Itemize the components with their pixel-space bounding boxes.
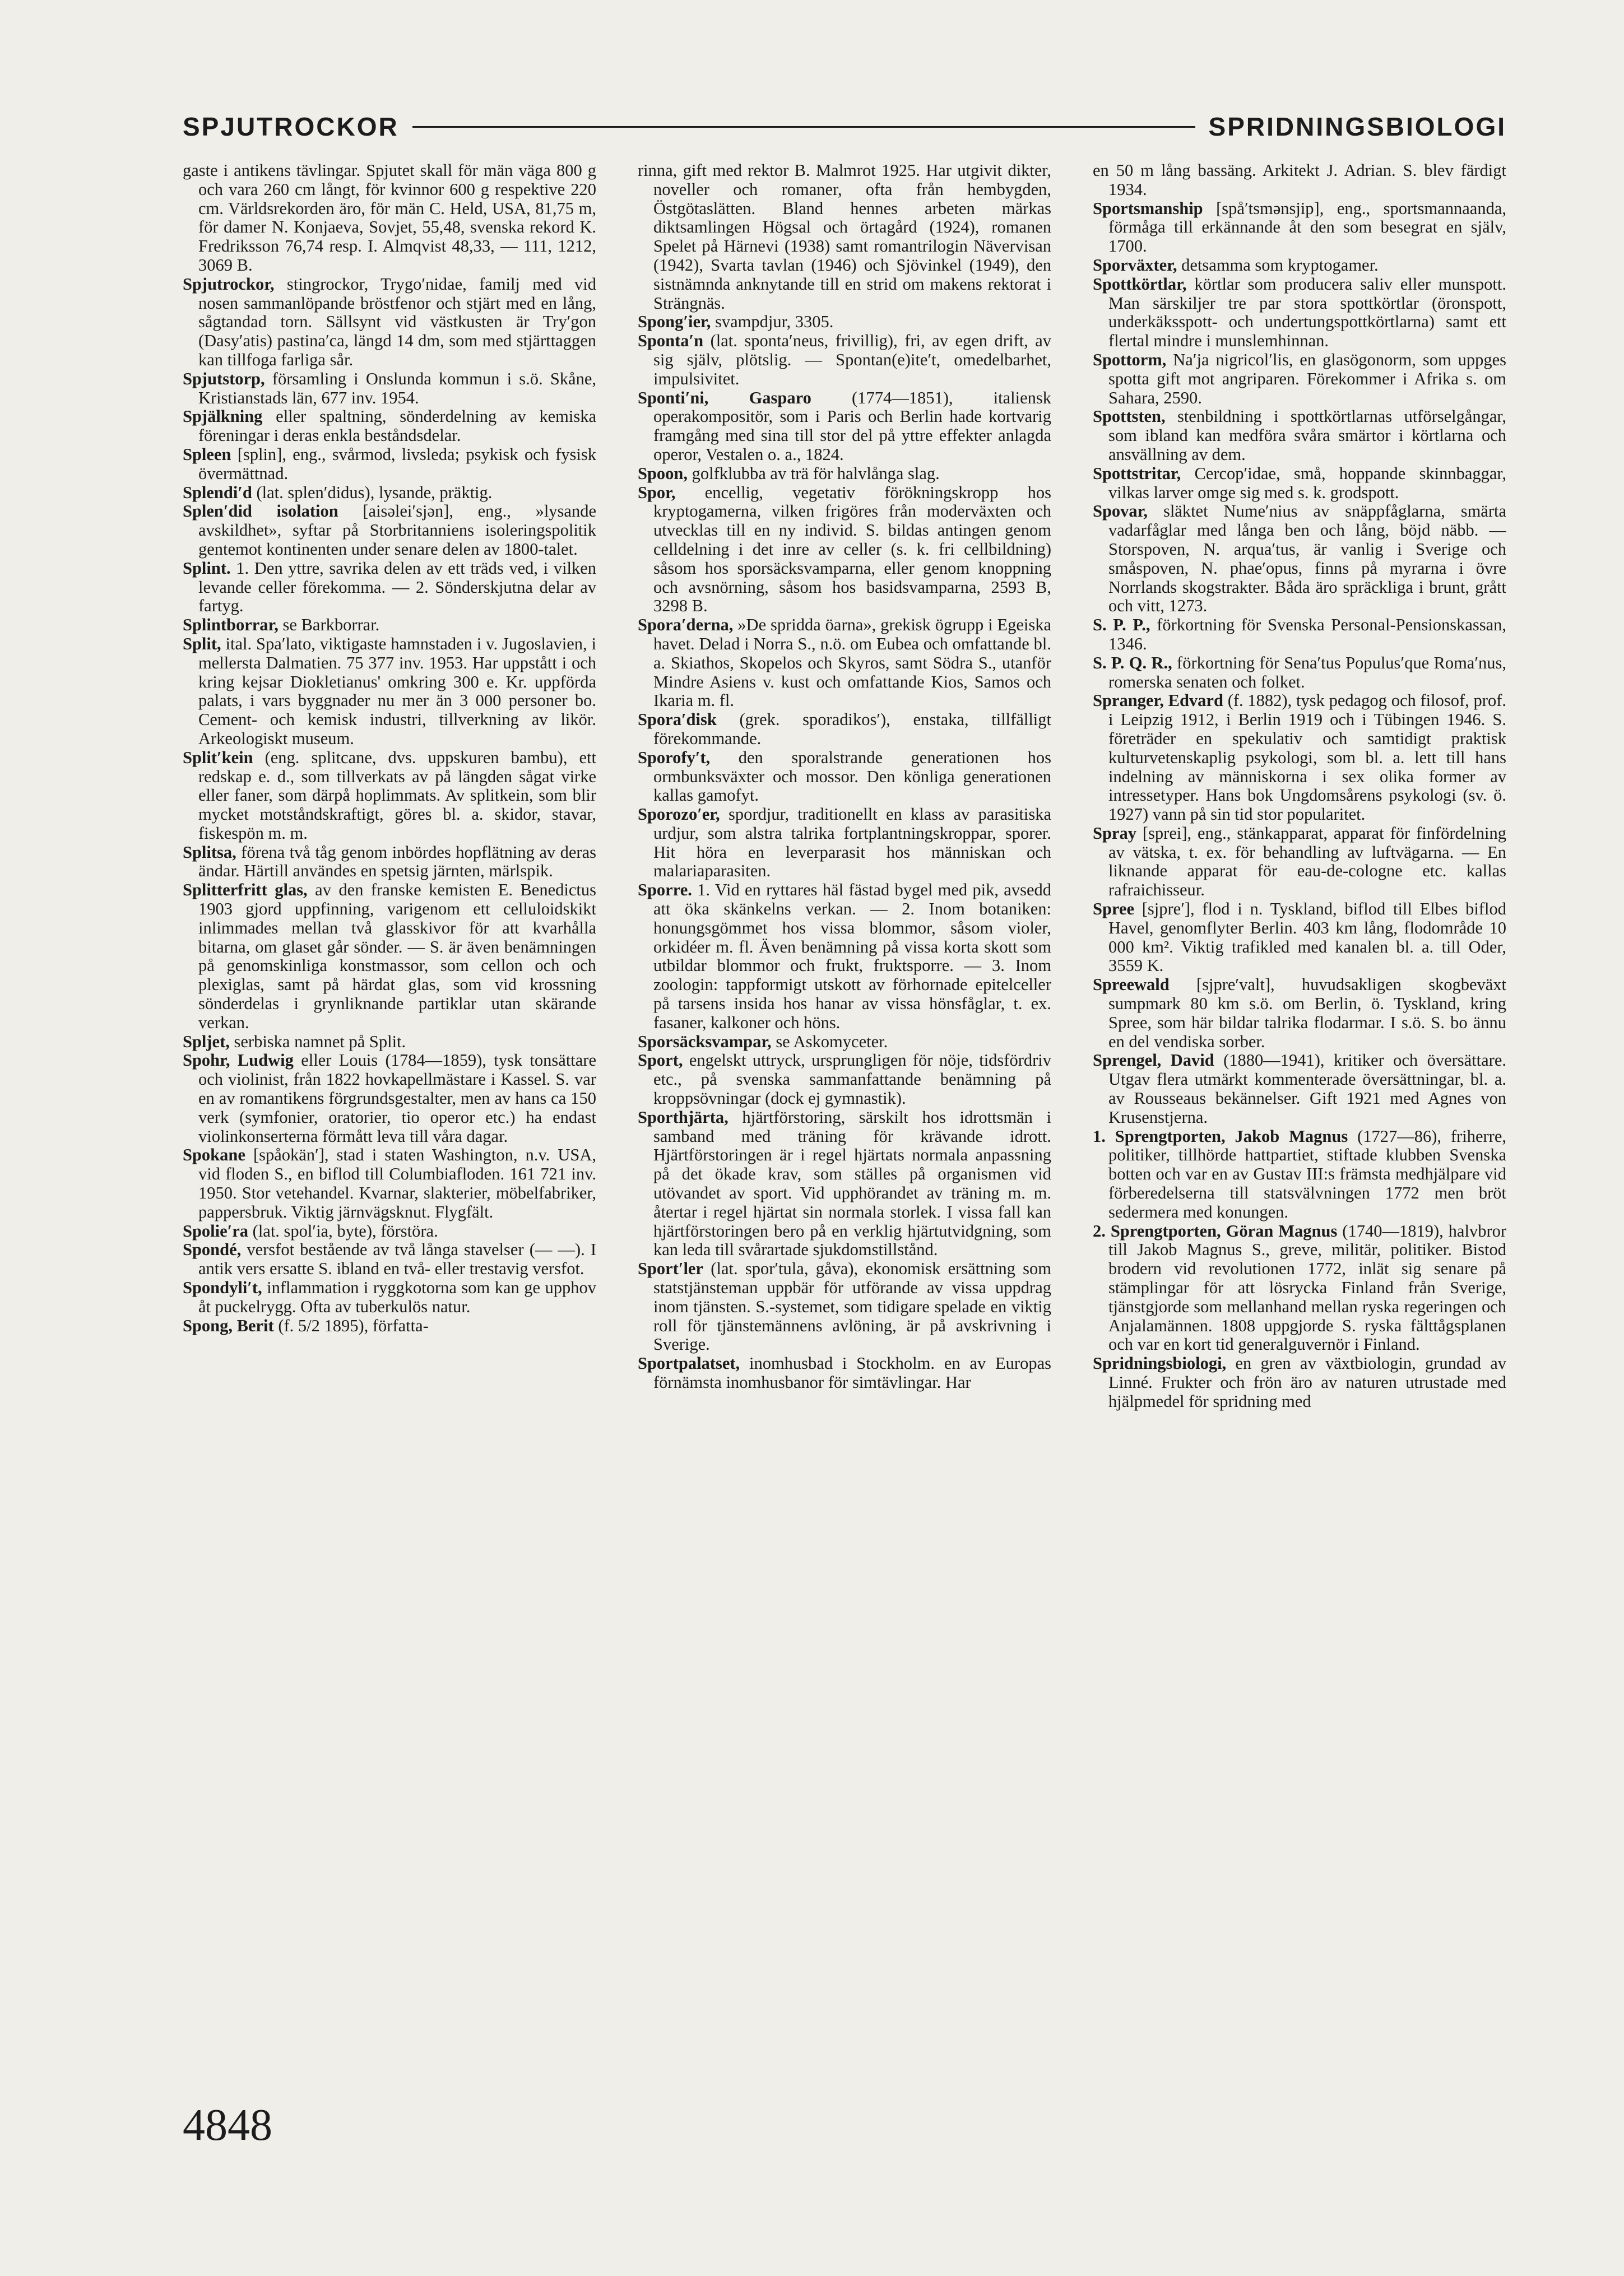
entry-text: (1880—1941), kritiker och översättare. Utgav flera utmärkt kommenterade översättningar, bl. a. av Rousseaus bekännelser. Gift 1921 med Agnes von Krusenstjerna.	[1108, 1051, 1506, 1127]
entry-text: Na′ja nigricol′lis, en glasögonorm, som uppges spotta gift mot angriparen. Förekommer i Afrika s. om Sahara, 2590.	[1108, 350, 1506, 407]
entry-text: förena två tåg genom inbördes hopflätning av deras ändar. Härtill användes en spetsig järnten, märlspik.	[198, 842, 596, 881]
dictionary-entry	[1093, 1354, 1506, 1411]
entry-headword: Sponti′ni, Gasparo	[638, 388, 811, 407]
dictionary-entry	[1093, 976, 1506, 1051]
entry-text: (1740—1819), halvbror till Jakob Magnus S., greve, militär, politiker. Bistod brodern vid revolutionen 1772, inlät sig senare på stämplingar för att lösrycka Finland från Sverige, tjänstgjorde som mellanhand mellan ryska regeringen och Anjalamännen. 1808 uppgjorde S. ryska fälttågsplanen och var en kort tid generalguvernör i Finland.	[1108, 1221, 1506, 1354]
entry-headword: Spranger, Edvard	[1093, 691, 1223, 710]
entry-headword: Spovar,	[1093, 501, 1148, 521]
entry-text: se Askomyceter.	[771, 1032, 888, 1051]
entry-headword: Sport,	[638, 1051, 683, 1070]
entry-text: golfklubba av trä för halvlånga slag.	[688, 463, 940, 483]
dictionary-entry	[183, 749, 596, 843]
header-right-word: SPRIDNINGSBIOLOGI	[1208, 112, 1506, 141]
entry-headword: Splitterfritt glas,	[183, 880, 308, 900]
entry-headword: S. P. Q. R.,	[1093, 653, 1172, 672]
dictionary-entry	[1093, 654, 1506, 692]
entry-headword: Splint.	[183, 558, 231, 578]
entry-text: gaste i antikens tävlingar. Spjutet skall för män väga 800 g och vara 260 cm långt, för kvinnor 600 g respektive 220 cm. Världsrekorden äro, för män C. Held, USA, 81,75 m, för damer N. Konjaeva, Sovjet, 55,48, svenska rekord K. Fredriksson 76,74 resp. I. Almqvist 48,33, — 111, 1212, 3069 B.	[183, 161, 596, 275]
entry-headword: Spray	[1093, 823, 1136, 843]
entry-text: förkortning för Svenska Personal-Pensionskassan, 1346.	[1108, 615, 1506, 653]
dictionary-entry	[1093, 407, 1506, 464]
dictionary-entry	[638, 881, 1051, 1032]
dictionary-entry	[183, 1051, 596, 1146]
entry-text: [sjpre′valt], huvudsakligen skogbeväxt sumpmark 80 km s.ö. om Berlin, ö. Tyskland, kring Spree, som här bildar talrika flodarmar. I s.ö. S. bo ännu en del vendiska sorber.	[1108, 975, 1506, 1051]
dictionary-entry	[638, 389, 1051, 465]
entry-headword: Splintborrar,	[183, 615, 279, 635]
dictionary-entry	[183, 1033, 596, 1052]
dictionary-entry	[638, 1354, 1051, 1392]
entry-headword: Sportsmanship	[1093, 198, 1203, 218]
column-1	[183, 161, 596, 2106]
entry-headword: Spolie′ra	[183, 1221, 249, 1241]
entry-text: stenbildning i spottkörtlarnas utförselgångar, som ibland kan medföra svåra smärtor i körtlarna och ansvällning av dem.	[1108, 407, 1506, 464]
dictionary-entry	[183, 616, 596, 635]
entry-headword: S. P. P.,	[1093, 615, 1150, 635]
column-3	[1093, 161, 1506, 2106]
entry-headword: Spottsten,	[1093, 407, 1166, 426]
dictionary-entry	[183, 1146, 596, 1221]
entry-headword: Spondyli′t,	[183, 1278, 262, 1298]
entry-text: (lat. splen′didus), lysande, präktig.	[252, 482, 493, 502]
entry-headword: Spora′derna,	[638, 615, 734, 635]
dictionary-entry	[638, 616, 1051, 710]
entry-text: eller Louis (1784—1859), tysk tonsättare och violinist, från 1822 hovkapellmästare i Kassel. S. var en av romantikens förgrundsgestalter, men av hans ca 150 verk (symfonier, oratorier, tio operor etc.) ha endast violinkonserterna förmått leva till våra dagar.	[198, 1051, 596, 1146]
entry-headword: Sport′ler	[638, 1259, 703, 1279]
entry-headword: Spjutstorp,	[183, 369, 265, 388]
dictionary-entry	[1093, 256, 1506, 275]
entry-text: versfot bestående av två långa stavelser (— —). I antik vers ersatte S. ibland en två- eller trestavig versfot.	[198, 1240, 596, 1279]
dictionary-entry	[1093, 199, 1506, 256]
entry-headword: 2. Sprengtporten, Göran Magnus	[1093, 1221, 1338, 1241]
entry-text: stingrockor, Trygo′nidae, familj med vid nosen sammanlöpande bröstfenor och stjärt med en lång, sågtandad torn. Sällsynt vid västkusten är Try′gon (Dasy′atis) pastina′ca, längd 14 dm, som med stjärttaggen kan tillfoga farliga sår.	[198, 274, 596, 369]
entry-text: spordjur, traditionellt en klass av parasitiska urdjur, som alstra talrika fortplantningskroppar, sporer. Hit höra en leverparasit hos människan och malariaparasiten.	[653, 805, 1051, 881]
column-2	[638, 161, 1051, 2106]
dictionary-entry	[183, 161, 596, 275]
page-number: 4848	[183, 2101, 272, 2150]
entry-text: (1727—86), friherre, politiker, tillhörde hattpartiet, stiftade klubben Svenska botten och var en av Gustav III:s främsta medhjälpare vid förberedelserna till statsvälvningen 1772 men bröt sedermera med konungen.	[1108, 1126, 1506, 1221]
dictionary-entry	[638, 1033, 1051, 1052]
dictionary-entry	[183, 407, 596, 445]
entry-text: [aisəlei′sjən], eng., »lysande avskildhet», syftar på Storbritanniens isoleringspolitik gentemot kontinenten under senare delen av 1800-talet.	[198, 501, 596, 559]
dictionary-entry	[183, 370, 596, 408]
entry-headword: Spoon,	[638, 463, 688, 483]
entry-text: den sporalstrande generationen hos ormbunksväxter och mossor. Den könliga generationen kallas gamofyt.	[653, 747, 1051, 805]
entry-text: (f. 1882), tysk pedagog och filosof, prof. i Leipzig 1912, i Berlin 1919 och i Tübingen 1946. S. företräder en spekulativ och samtidigt praktisk kulturvetenskaplig psykologi, som bl. a. lett till hans indelning av människorna i sex olika former av intressetyper. Hans bok Ungdomsårens psykologi (sv. ö. 1927) vann på sin tid stor popularitet.	[1108, 691, 1506, 824]
entry-text: (lat. spor′tula, gåva), ekonomisk ersättning som statstjänsteman uppbär för utförande av vissa uppdrag inom tjänsten. S.-systemet, som tidigare spelade en viktig roll för tjänstemännens avlöning, är på avskrivning i Sverige.	[653, 1259, 1051, 1354]
entry-text: inflammation i ryggkotorna som kan ge upphov åt puckelrygg. Ofta av tuberkulös natur.	[198, 1278, 596, 1316]
entry-headword: Spong′ier,	[638, 312, 711, 332]
entry-headword: Spong, Berit	[183, 1316, 274, 1335]
dictionary-entry	[183, 1279, 596, 1317]
entry-text: (f. 5/2 1895), författa-	[273, 1316, 429, 1335]
entry-headword: Sponta′n	[638, 331, 704, 351]
entry-headword: Sporsäcksvampar,	[638, 1032, 772, 1051]
entry-headword: Sprengel, David	[1093, 1051, 1214, 1070]
entry-text: rinna, gift med rektor B. Malmrot 1925. Har utgivit dikter, noveller och romaner, ofta från hembygden, Östgötaslätten. Bland hennes arbeten märkas diktsamlingen Högsal och örtagård (1924), romanen Spelet på Härnevi (1938) samt romantrilogin Nävervisan (1942), Svarta tavlan (1946) och Sjövinkel (1949), den sistnämnda anknytande till en strid om makens rektorat i Strängnäs.	[638, 161, 1051, 313]
entry-text: körtlar som producera saliv eller munspott. Man särskiljer tre par stora spottkörtlar (öronspott, underkäksspott- och undertungspottkörtlarna) samt ett flertal mindre i munslemhinnan.	[1108, 274, 1506, 351]
dictionary-entry	[1093, 616, 1506, 654]
entry-text: [splin], eng., svårmod, livsleda; psykisk och fysisk övermättnad.	[198, 444, 596, 483]
entry-text: släktet Nume′nius av snäppfåglarna, smärta vadarfåglar med långa ben och lång, böjd näbb. — Storspoven, N. arqua′tus, är vanlig i Sverige och småspoven, N. phae′opus, finns på myrarna i övre Norrlands skogstrakter. Båda äro spräckliga i brunt, grått och vitt, 1273.	[1108, 501, 1506, 616]
entry-text: encellig, vegetativ förökningskropp hos kryptogamerna, vilken frigöres från moderväxten och utvecklas till en ny individ. S. bildas antingen genom celldelning i det inre av celler (s. k. fri cellbildning) såsom hos sporsäcksvamparna, eller genom knoppning och avsnörning, såsom hos basidsvamparna, 2593 B, 3298 B.	[653, 482, 1051, 616]
entry-headword: Split′kein	[183, 747, 253, 767]
entry-headword: Spljet,	[183, 1032, 230, 1051]
entry-headword: Spottkörtlar,	[1093, 274, 1187, 294]
entry-headword: Sportpalatset,	[638, 1354, 740, 1373]
entry-headword: Sporofy′t,	[638, 747, 711, 767]
entry-text: hjärtförstoring, särskilt hos idrottsmän i samband med träning för krävande idrott. Hjärtförstoringen är i regel hjärtats normala anpassning på det ökade krav, som ställes på organismen vid utövandet av sport. Vid upphörandet av träning m. m. återtar i regel hjärtat sin normala storlek. I vissa fall kan hjärtförstoringen bero på en verklig hjärtutvidgning, som kan leda till svårartade sjukdomstillstånd.	[653, 1107, 1051, 1260]
entry-text: se Barkborrar.	[278, 615, 380, 635]
dictionary-entry	[183, 502, 596, 559]
entry-text: Cercop′idae, små, hoppande skinnbaggar, vilkas larver omge sig med s. k. grodspott.	[1108, 463, 1506, 502]
entry-text: ital. Spa′lato, viktigaste hamnstaden i v. Jugoslavien, i mellersta Dalmatien. 75 377 inv. 1953. Har uppstått i och kring kejsar Diokletianus' omkring 300 e. Kr. uppförda palats, i vars byggnader nu mer än 3 000 personer bo. Cement- och kemisk industri, tillverkning av likör. Arkeologiskt museum.	[198, 634, 596, 748]
text-columns	[183, 161, 1506, 2106]
dictionary-entry	[1093, 502, 1506, 616]
dictionary-entry	[1093, 1127, 1506, 1222]
dictionary-entry	[183, 843, 596, 881]
entry-text: [sjpre′], flod i n. Tyskland, biflod till Elbes biflod Havel, genomflyter Berlin. 403 km lång, flodområde 10 000 km². Viktig trafikled med kanalen bl. a. till Oder, 3559 K.	[1108, 899, 1506, 976]
entry-headword: Spora′disk	[638, 710, 717, 730]
running-header	[183, 104, 1506, 149]
entry-headword: Spohr, Ludwig	[183, 1051, 294, 1070]
entry-text: (lat. spol′ia, byte), förstöra.	[248, 1221, 438, 1241]
entry-text: församling i Onslunda kommun i s.ö. Skåne, Kristianstads län, 677 inv. 1954.	[198, 369, 596, 407]
header-left-word: SPJUTROCKOR	[183, 112, 399, 141]
entry-text: »De spridda öarna», grekisk ögrupp i Egeiska havet. Delad i Norra S., n.ö. om Eubea och omfattande bl. a. Skiathos, Skopelos och Skyros, samt Södra S., utanför Mindre Asiens v. kust och omfattande Kios, Samos och Ikaria m. fl.	[653, 615, 1051, 710]
entry-headword: Sporthjärta,	[638, 1107, 729, 1127]
entry-headword: Splendi′d	[183, 482, 252, 502]
dictionary-entry	[638, 710, 1051, 749]
entry-text: inomhusbad i Stockholm. en av Europas förnämsta inomhusbanor för simtävlingar. Har	[653, 1354, 1051, 1392]
dictionary-entry	[638, 465, 1051, 484]
entry-headword: Splen′did isolation	[183, 501, 338, 521]
dictionary-entry	[183, 635, 596, 749]
entry-headword: Spokane	[183, 1145, 245, 1165]
dictionary-entry	[1093, 824, 1506, 900]
dictionary-entry	[638, 805, 1051, 881]
dictionary-entry	[638, 1108, 1051, 1260]
dictionary-entry	[638, 749, 1051, 805]
entry-headword: Spjälkning	[183, 407, 263, 426]
entry-text: [sprei], eng., stänkapparat, apparat för finfördelning av vätska, t. ex. för behandling av luftvägarna. — En liknande apparat för eau-de-cologne etc. kallas rafraichisseur.	[1108, 823, 1506, 900]
entry-headword: 1. Sprengtporten, Jakob Magnus	[1093, 1126, 1348, 1146]
dictionary-entry	[183, 445, 596, 484]
dictionary-entry	[183, 1222, 596, 1241]
entry-headword: Spor,	[638, 482, 676, 502]
entry-headword: Spreewald	[1093, 975, 1170, 995]
dictionary-entry	[638, 313, 1051, 332]
dictionary-entry	[1093, 900, 1506, 976]
entry-text: 1. Den yttre, savrika delen av ett träds ved, i vilken levande celler förekomma. — 2. Sönderskjutna delar av fartyg.	[198, 558, 596, 616]
entry-text: svampdjur, 3305.	[711, 312, 834, 332]
entry-headword: Splitsa,	[183, 842, 236, 862]
entry-headword: Split,	[183, 634, 221, 653]
dictionary-entry	[183, 484, 596, 503]
entry-text: förkortning för Sena′tus Populus′que Roma′nus, romerska senaten och folket.	[1108, 653, 1506, 691]
entry-headword: Spondé,	[183, 1240, 242, 1260]
dictionary-entry	[1093, 1222, 1506, 1355]
entry-text: av den franske kemisten E. Benedictus 1903 gjord uppfinning, varigenom ett celluloidskikt inlimmades mellan två glasskivor för att kvarhålla bitarna, om glaset går sönder. — S. är även benämningen på genomskinliga konstmassor, som cellon och och plexiglas, samt på härdat glas, som vid krossning sönderdelas i grynliknande partiklar utan skärande verkan.	[198, 880, 596, 1032]
dictionary-entry	[183, 559, 596, 616]
entry-text: 1. Vid en ryttares häl fästad bygel med pik, avsedd att öka skänkelns verkan. — 2. Inom botaniken: honungsgömmet hos vissa blommor, såsom violer, orkidéer m. fl. Även benämning på vissa korta skott som utbildar blommor och frukt, fruktsporre. — 3. Inom zoologin: tappformigt utskott av förhornade epitelceller på tarsens insida hos hanar av vissa hönsfåglar, t. ex. fasaner, kalkoner och höns.	[653, 880, 1051, 1032]
entry-text: detsamma som kryptogamer.	[1177, 255, 1379, 275]
dictionary-entry	[1093, 275, 1506, 351]
dictionary-entry	[183, 1317, 596, 1336]
entry-headword: Spree	[1093, 899, 1134, 919]
dictionary-entry	[1093, 161, 1506, 199]
entry-headword: Sporozo′er,	[638, 805, 720, 824]
dictionary-entry	[1093, 691, 1506, 824]
entry-text: [spåokän′], stad i staten Washington, n.v. USA, vid floden S., en biflod till Columbiafloden. 161 721 inv. 1950. Stor vetehandel. Kvarnar, slakterier, möbelfabriker, pappersbruk. Viktig järnvägsknut. Flygfält.	[198, 1145, 596, 1221]
dictionary-entry	[638, 161, 1051, 313]
dictionary-entry	[183, 881, 596, 1032]
entry-text: en 50 m lång bassäng. Arkitekt J. Adrian. S. blev färdigt 1934.	[1093, 161, 1506, 199]
entry-headword: Spottstritar,	[1093, 463, 1181, 483]
dictionary-entry	[1093, 465, 1506, 503]
dictionary-entry	[638, 484, 1051, 616]
entry-text: (eng. splitcane, dvs. uppskuren bambu), ett redskap e. d., som tillverkats av på längden sågat virke eller faner, som därpå hoplimmats. Av splitkein, som blir mycket motståndskraftigt, göres bl. a. skidor, stavar, fiskespön m. m.	[198, 747, 596, 843]
entry-headword: Sporväxter,	[1093, 255, 1177, 275]
dictionary-entry	[183, 1241, 596, 1279]
dictionary-entry	[183, 275, 596, 370]
dictionary-entry	[638, 1260, 1051, 1354]
entry-text: en gren av växtbiologin, grundad av Linné. Frukter och frön äro av naturen utrustade med hjälpmedel för spridning med	[1108, 1354, 1506, 1411]
entry-headword: Sporre.	[638, 880, 692, 900]
header-rule	[412, 126, 1195, 128]
entry-text: [spå′tsmənsjip], eng., sportsmannaanda, förmåga till erkännande åt den som besegrat en själv, 1700.	[1108, 198, 1506, 256]
dictionary-entry	[1093, 1051, 1506, 1127]
entry-text: eller spaltning, sönderdelning av kemiska föreningar i deras enkla beståndsdelar.	[198, 407, 596, 445]
dictionary-entry	[1093, 351, 1506, 407]
entry-text: engelskt uttryck, ursprungligen för nöje, tidsfördriv etc., på svenska sammanfattande benämning på kroppsövningar (dock ej gymnastik).	[653, 1051, 1051, 1108]
entry-text: serbiska namnet på Split.	[229, 1032, 406, 1051]
entry-text: (lat. sponta′neus, frivillig), fri, av egen drift, av sig själv, plötslig. — Spontan(e)ite′t, omedelbarhet, impulsivitet.	[653, 331, 1051, 388]
entry-headword: Spridningsbiologi,	[1093, 1354, 1227, 1373]
dictionary-entry	[638, 332, 1051, 388]
dictionary-entry	[638, 1051, 1051, 1108]
entry-text: (grek. sporadikos′), enstaka, tillfälligt förekommande.	[653, 710, 1051, 748]
entry-headword: Spjutrockor,	[183, 274, 275, 294]
entry-headword: Spleen	[183, 444, 231, 464]
entry-text: (1774—1851), italiensk operakompositör, som i Paris och Berlin hade kortvarig framgång med sina till stor del på yttre effekter anlagda operor, Vestalen o. a., 1824.	[653, 388, 1051, 464]
entry-headword: Spottorm,	[1093, 350, 1167, 369]
